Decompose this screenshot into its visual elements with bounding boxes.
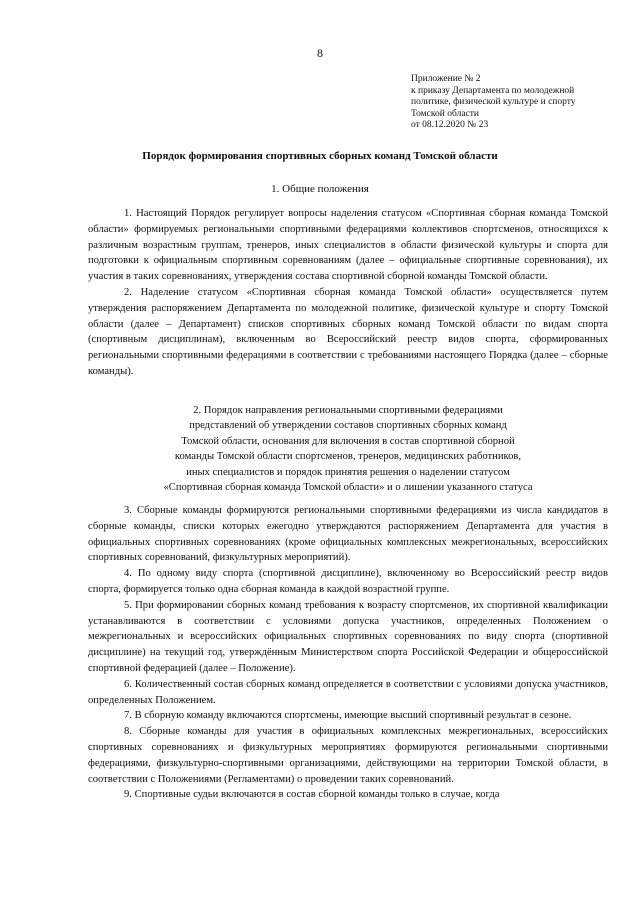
section-2-heading-line: представлений об утверждении составов спортивных сборных команд	[189, 420, 507, 432]
section-2-heading-line: «Спортивная сборная команда Томской области» и о лишении указанного статуса	[163, 482, 533, 494]
page-number: 8	[317, 46, 323, 60]
appendix-line: Томской области	[411, 108, 479, 119]
paragraph: 1. Настоящий Порядок регулирует вопросы наделения статусом «Спортивная сборная команда Томской области» формируемых региональными спортивными федерациями коллективов спортсменов, относящихся к различным возрастным группам, тренеров, иных специалистов в области физической культуры и спорта для подготовки к официальным спортивным соревнованиям (далее – официальные спортивные соревнования), их участия в таких соревнованиях, утверждения состава спортивной сборной команды Томской области.	[88, 208, 608, 283]
paragraph: 5. При формировании сборных команд требования к возрасту спортсменов, их спортивной квалификации устанавливаются в соответствии с условиями допуска участников, определенных Положением о межрегиональных и всероссийских официальных спортивных соревнованиях по виду спорта (спортивной дисциплине) на текущий год, утверждённым Министерством спорта Российской Федерации и общероссийской спортивной федерацией (далее – Положение).	[88, 599, 608, 674]
section-2-heading-line: Томской области, основания для включения в состав спортивной сборной	[181, 435, 515, 447]
paragraph: 4. По одному виду спорта (спортивной дисциплине), включенному во Всероссийский реестр видов спорта, формируется только одна сборная команда в каждой возрастной группе.	[88, 568, 608, 595]
paragraph: 3. Сборные команды формируются региональными спортивными федерациями из числа кандидатов в сборные команды, списки которых ежегодно утверждаются распоряжением Департамента для участия в официальных спортивных соревнованиях (кроме официальных комплексных межрегиональных, всероссийских спортивных соревнований, физкультурных мероприятий).	[88, 505, 608, 564]
appendix-line: к приказу Департамента по молодежной	[411, 85, 575, 96]
section-1-body	[88, 206, 608, 380]
section-1-heading: 1. Общие положения	[271, 183, 369, 195]
section-2-heading-line: иных специалистов и порядок принятия решения о наделении статусом	[186, 466, 510, 478]
paragraph: 9. Спортивные судьи включаются в состав сборной команды только в случае, когда	[124, 789, 500, 801]
appendix-line: политике, физической культуре и спорту	[411, 97, 576, 108]
paragraph: 8. Сборные команды для участия в официальных комплексных межрегиональных, всероссийских спортивных соревнованиях и физкультурных мероприятиях формируются региональными спортивными федерациями, физкультурно-спортивными организациями, действующими на территории Томской области, в соответствии с Положениями (Регламентами) о проведении таких соревнований.	[88, 726, 608, 785]
section-2-heading-line: команды Томской области спортсменов, тренеров, медицинских работников,	[174, 451, 522, 463]
section-2-body	[88, 503, 608, 803]
paragraph: 2. Наделение статусом «Спортивная сборная команда Томской области» осуществляется путем утверждения распоряжением Департамента по молодежной политике, физической культуре и спорту Томской области (далее – Департамент) списков спортивных сборных команд Томской области по видам спорта (спортивным дисциплинам), включенным во Всероссийский реестр видов спорта, сформированных региональными спортивными федерациями в соответствии с требованиями настоящего Порядка (далее – сборные команды).	[88, 286, 608, 377]
section-2-heading	[88, 403, 608, 495]
document-title: Порядок формирования спортивных сборных команд Томской области	[142, 150, 498, 162]
appendix-line: Приложение № 2	[411, 74, 481, 84]
appendix-header	[411, 74, 626, 132]
paragraph: 7. В сборную команду включаются спортсмены, имеющие высший спортивный результат в сезоне.	[124, 710, 572, 722]
section-2-heading-line: 2. Порядок направления региональными спортивными федерациями	[193, 405, 503, 416]
appendix-line: от 08.12.2020 № 23	[411, 120, 489, 131]
paragraph: 6. Количественный состав сборных команд определяется в соответствии с условиями допуска участников, определенных Положением.	[88, 678, 608, 706]
